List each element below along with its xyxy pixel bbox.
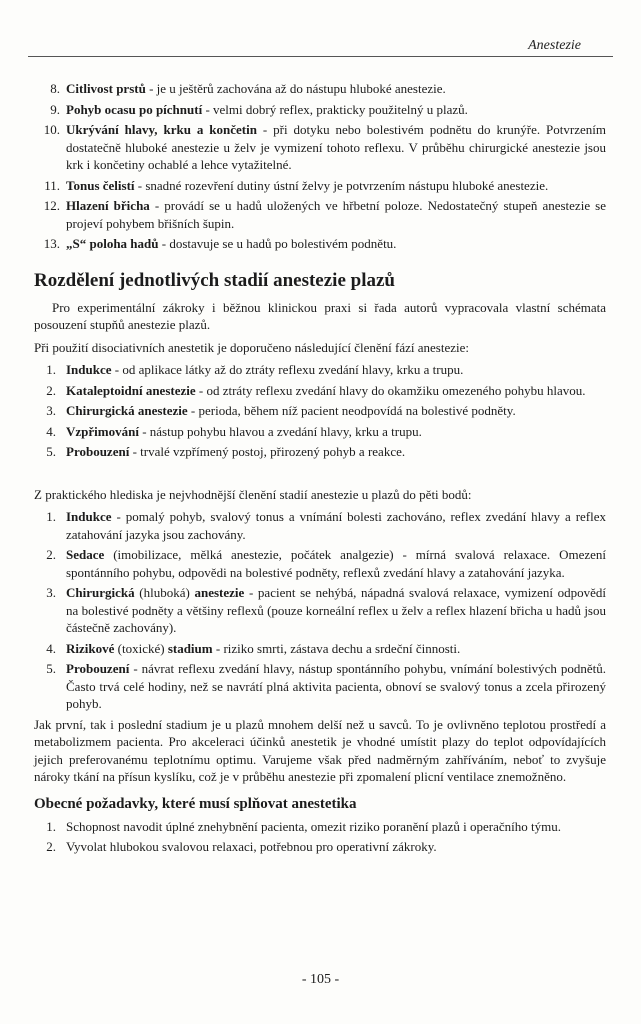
list-item [34,101,606,119]
item-term: Hlazení břicha [66,198,150,213]
list-item [34,584,606,637]
header-rule [28,56,613,57]
item-text: - pacient se nehýbá, nápadná svalová relaxace, vymizení odpovědí na bolestivé podněty a většiny reflexů (pouze korneální reflex u želv a reflex hlazení břicha u hadů jsou částečně zachovány). [66,585,606,635]
list-item [34,546,606,581]
list-item [34,402,606,420]
list-item [34,660,606,713]
intro-paragraph: Pro experimentální zákroky i běžnou klinickou praxi si řada autorů vypracovala vlastní schémata posouzení stupňů anestezie plazů. [34,299,606,332]
item-number: 2. [46,547,56,562]
item-text: - perioda, během níž pacient neodpovídá na bolestivé podněty. [187,403,516,418]
item-text: (imobilizace, mělká anestezie, počátek analgezie) - mírná svalová relaxace. Omezení spontánního pohybu, odpovědi na bolestivé podněty, reflexů zvedání hlavy a zatahování jazyka. [66,547,606,580]
body-paragraph: Jak první, tak i poslední stadium je u plazů mnohem delší než u savců. To je ovlivněno teplotou prostředí a metabolizmem pacienta. Pro akceleraci účinků anestetik je vhodné umístit plazy do teplot odpovídajících jejich preferovanému teplotnímu optimu. Varujeme však před nadměrným zahříváním, neboť to zvyšuje nároky tkání na přísun kyslíku, což je v průběhu anestezie při zpomalení plicní ventilace znemožněno. [34,716,606,784]
item-term: Probouzení [66,661,130,676]
item-number: 2. [46,839,56,854]
item-text: - riziko smrti, zástava dechu a srdeční činnosti. [212,640,461,656]
item-text: - pomalý pohyb, svalový tonus a vnímání bolesti zachováno, reflex zvedání hlavy a reflex zatahování jazyka jsou zachovány. [66,509,606,542]
item-term: Indukce [66,362,112,377]
list-item [34,640,606,658]
item-term: stadium [167,640,213,656]
item-term: Tonus čelistí [66,177,135,193]
item-term: Sedace [66,547,105,562]
section-heading: Obecné požadavky, které musí splňovat anestetika [34,795,357,812]
item-text: - provádí se u hadů uložených ve hřbetní poloze. Nedostatečný stupeň anestezie se projeví pohybem břišních šupin. [66,198,606,231]
item-text: - dostavuje se u hadů po bolestivém podnětu. [158,236,397,251]
item-term: Citlivost prstů [66,81,146,96]
item-number: 5. [46,444,56,459]
item-text: - snadné rozevření dutiny ústní želvy je potvrzením nástupu hluboké anestezie. [134,177,549,193]
item-text: - od ztráty reflexu zvedání hlavy do okamžiku omezeného pohybu hlavou. [195,382,586,398]
list-item [34,382,606,400]
list-item [34,80,606,98]
item-number: 3. [46,403,56,418]
item-term: Chirurgická [66,585,135,600]
item-text: Schopnost navodit úplné znehybnění pacienta, omezit riziko poranění plazů i operačního týmu. [66,818,561,834]
item-number: 11. [44,177,60,193]
item-number: 12. [43,198,60,213]
page-content [34,80,606,859]
lead-paragraph: Z praktického hlediska je nejvhodnější členění stadií anestezie u plazů do pěti bodů: [34,486,472,502]
list-item [34,197,606,232]
spacer [34,464,606,486]
item-text: - při dotyku nebo bolestivém podnětu do krunýře. Potvrzením dostatečně hluboké anestezie u želv je vymizení tohoto reflexu. V průběhu chirurgické anestezie jsou krk i končetiny ochablé a lehce vytažitelné. [66,122,606,172]
item-text: - nástup pohybu hlavou a zvedání hlavy, krku a trupu. [138,423,422,439]
lead-paragraph: Při použití disociativních anestetik je doporučeno následující členění fází anestezie: [34,339,469,355]
item-number: 4. [46,640,56,656]
list-item [34,443,606,461]
practical-stages-list [34,508,606,713]
item-number: 10. [43,122,60,137]
item-term: Chirurgická anestezie [66,403,188,418]
item-number: 2. [46,382,56,398]
list-item [34,508,606,543]
running-head: Anestezie [528,38,581,53]
item-number: 3. [46,585,56,600]
item-text: - od aplikace látky až do ztráty reflexu zvedání hlavy, krku a trupu. [111,362,464,377]
list-item [34,121,606,174]
list-item [34,818,606,836]
item-text: - velmi dobrý reflex, prakticky použitelný u plazů. [202,101,468,117]
item-number: 8. [50,81,60,96]
list-item [34,838,606,856]
item-term: Kataleptoidní anestezie [66,382,196,398]
item-number: 9. [50,101,60,117]
item-term: Indukce [66,509,112,524]
item-term: Pohyb ocasu po píchnutí [66,101,203,117]
item-number: 1. [46,818,56,834]
dissociative-stages-list [34,361,606,461]
item-term: „S“ poloha hadů [66,236,159,251]
item-text: - trvalé vzpřímený postoj, přirozený pohyb a reakce. [129,444,406,459]
item-term: Rizikové [66,640,115,656]
item-number: 4. [46,423,56,439]
item-number: 5. [46,661,56,676]
item-text: (toxické) [114,640,168,656]
item-term: Ukrývání hlavy, krku a končetin [66,122,257,137]
item-term: Probouzení [66,444,130,459]
list-item [34,177,606,195]
item-number: 1. [46,509,56,524]
list-item [34,361,606,379]
item-number: 13. [43,236,60,251]
section-heading: Rozdělení jednotlivých stadií anestezie plazů [34,269,395,291]
item-text: Vyvolat hlubokou svalovou relaxaci, potřebnou pro operativní zákroky. [66,839,437,854]
list-item [34,423,606,441]
item-term: anestezie [194,585,245,600]
reflex-list [34,80,606,253]
list-item [34,235,606,253]
item-text: - je u ještěrů zachována až do nástupu hluboké anestezie. [145,81,446,96]
item-text: - návrat reflexu zvedání hlavy, nástup spontánního pohybu, vnímání bolestivých podnětů. Často trvá celé hodiny, než se navrátí plná aktivita pacienta, obnoví se svalový tonus a zcela přirozený pohyb. [66,661,606,711]
item-number: 1. [46,362,56,377]
page-number: - 105 - [301,972,340,987]
requirements-list [34,818,606,856]
item-term: Vzpřimování [66,423,139,439]
item-text: (hluboká) [134,585,195,600]
